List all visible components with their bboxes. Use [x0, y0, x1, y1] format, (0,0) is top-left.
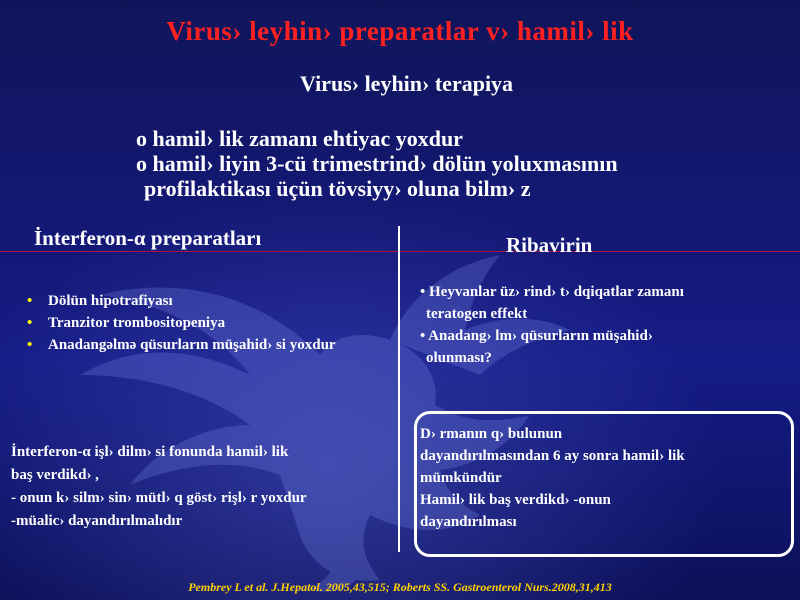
- slide-title: Virus› leyhin› preparatlar v› hamil› lik: [166, 16, 634, 46]
- list-item-continuation: teratogen effekt: [426, 306, 528, 322]
- intro-text: [136, 126, 618, 201]
- intro-line: o hamil› liyin 3-cü trimestrind› dölün yoluxmasının: [136, 151, 618, 176]
- interferon-heading: İnterferon-α preparatları: [34, 226, 262, 250]
- note-line: İnterferon-α işl› dilm› si fonunda hamil› lik: [11, 444, 289, 460]
- callout-line: dayandırılmasından 6 ay sonra hamil› lik: [420, 448, 685, 464]
- list-item-continuation: olunması?: [426, 350, 492, 366]
- intro-line: o hamil› lik zamanı ehtiyac yoxdur: [136, 126, 463, 151]
- note-line: -müalic› dayandırılmalıdır: [11, 513, 183, 529]
- callout-line: D› rmanın q› bulunun: [420, 426, 563, 442]
- ribavirin-bullet-list: [420, 281, 800, 369]
- list-item: • Anadangəlmə qüsurların müşahid› si yoxdur: [24, 334, 394, 356]
- callout-line: mümkündür: [420, 470, 502, 486]
- note-line: - onun k› silm› sin› mütl› q göst› rişl› r yoxdur: [11, 490, 307, 506]
- callout-line: Hamil› lik baş verdikd› -onun: [420, 492, 611, 508]
- citation-footer: Pembrey L et al. J.Hepatol. 2005,43,515; Roberts SS. Gastroenterol Nurs.2008,31,413: [188, 580, 612, 594]
- horizontal-divider: [0, 251, 800, 252]
- vertical-divider: [398, 226, 400, 552]
- ribavirin-callout-text: [420, 423, 685, 533]
- list-item: • Tranzitor trombositopeniya: [24, 312, 394, 334]
- ribavirin-heading: Ribavirin: [506, 233, 593, 257]
- callout-line: dayandırılması: [420, 514, 517, 530]
- interferon-note: [11, 441, 307, 533]
- intro-line: profilaktikası üçün tövsiyy› oluna bilm› z: [144, 176, 531, 201]
- note-line: baş verdikd› ,: [11, 467, 99, 483]
- section-subtitle: Virus› leyhin› terapiya: [300, 71, 514, 96]
- list-item: • Anadang› lm› qüsurların müşahid›: [420, 328, 653, 344]
- list-item: • Dölün hipotrafiyası: [24, 290, 394, 312]
- interferon-bullet-list: [24, 290, 394, 356]
- list-item: • Heyvanlar üz› rind› t› dqiqatlar zamanı: [420, 284, 684, 300]
